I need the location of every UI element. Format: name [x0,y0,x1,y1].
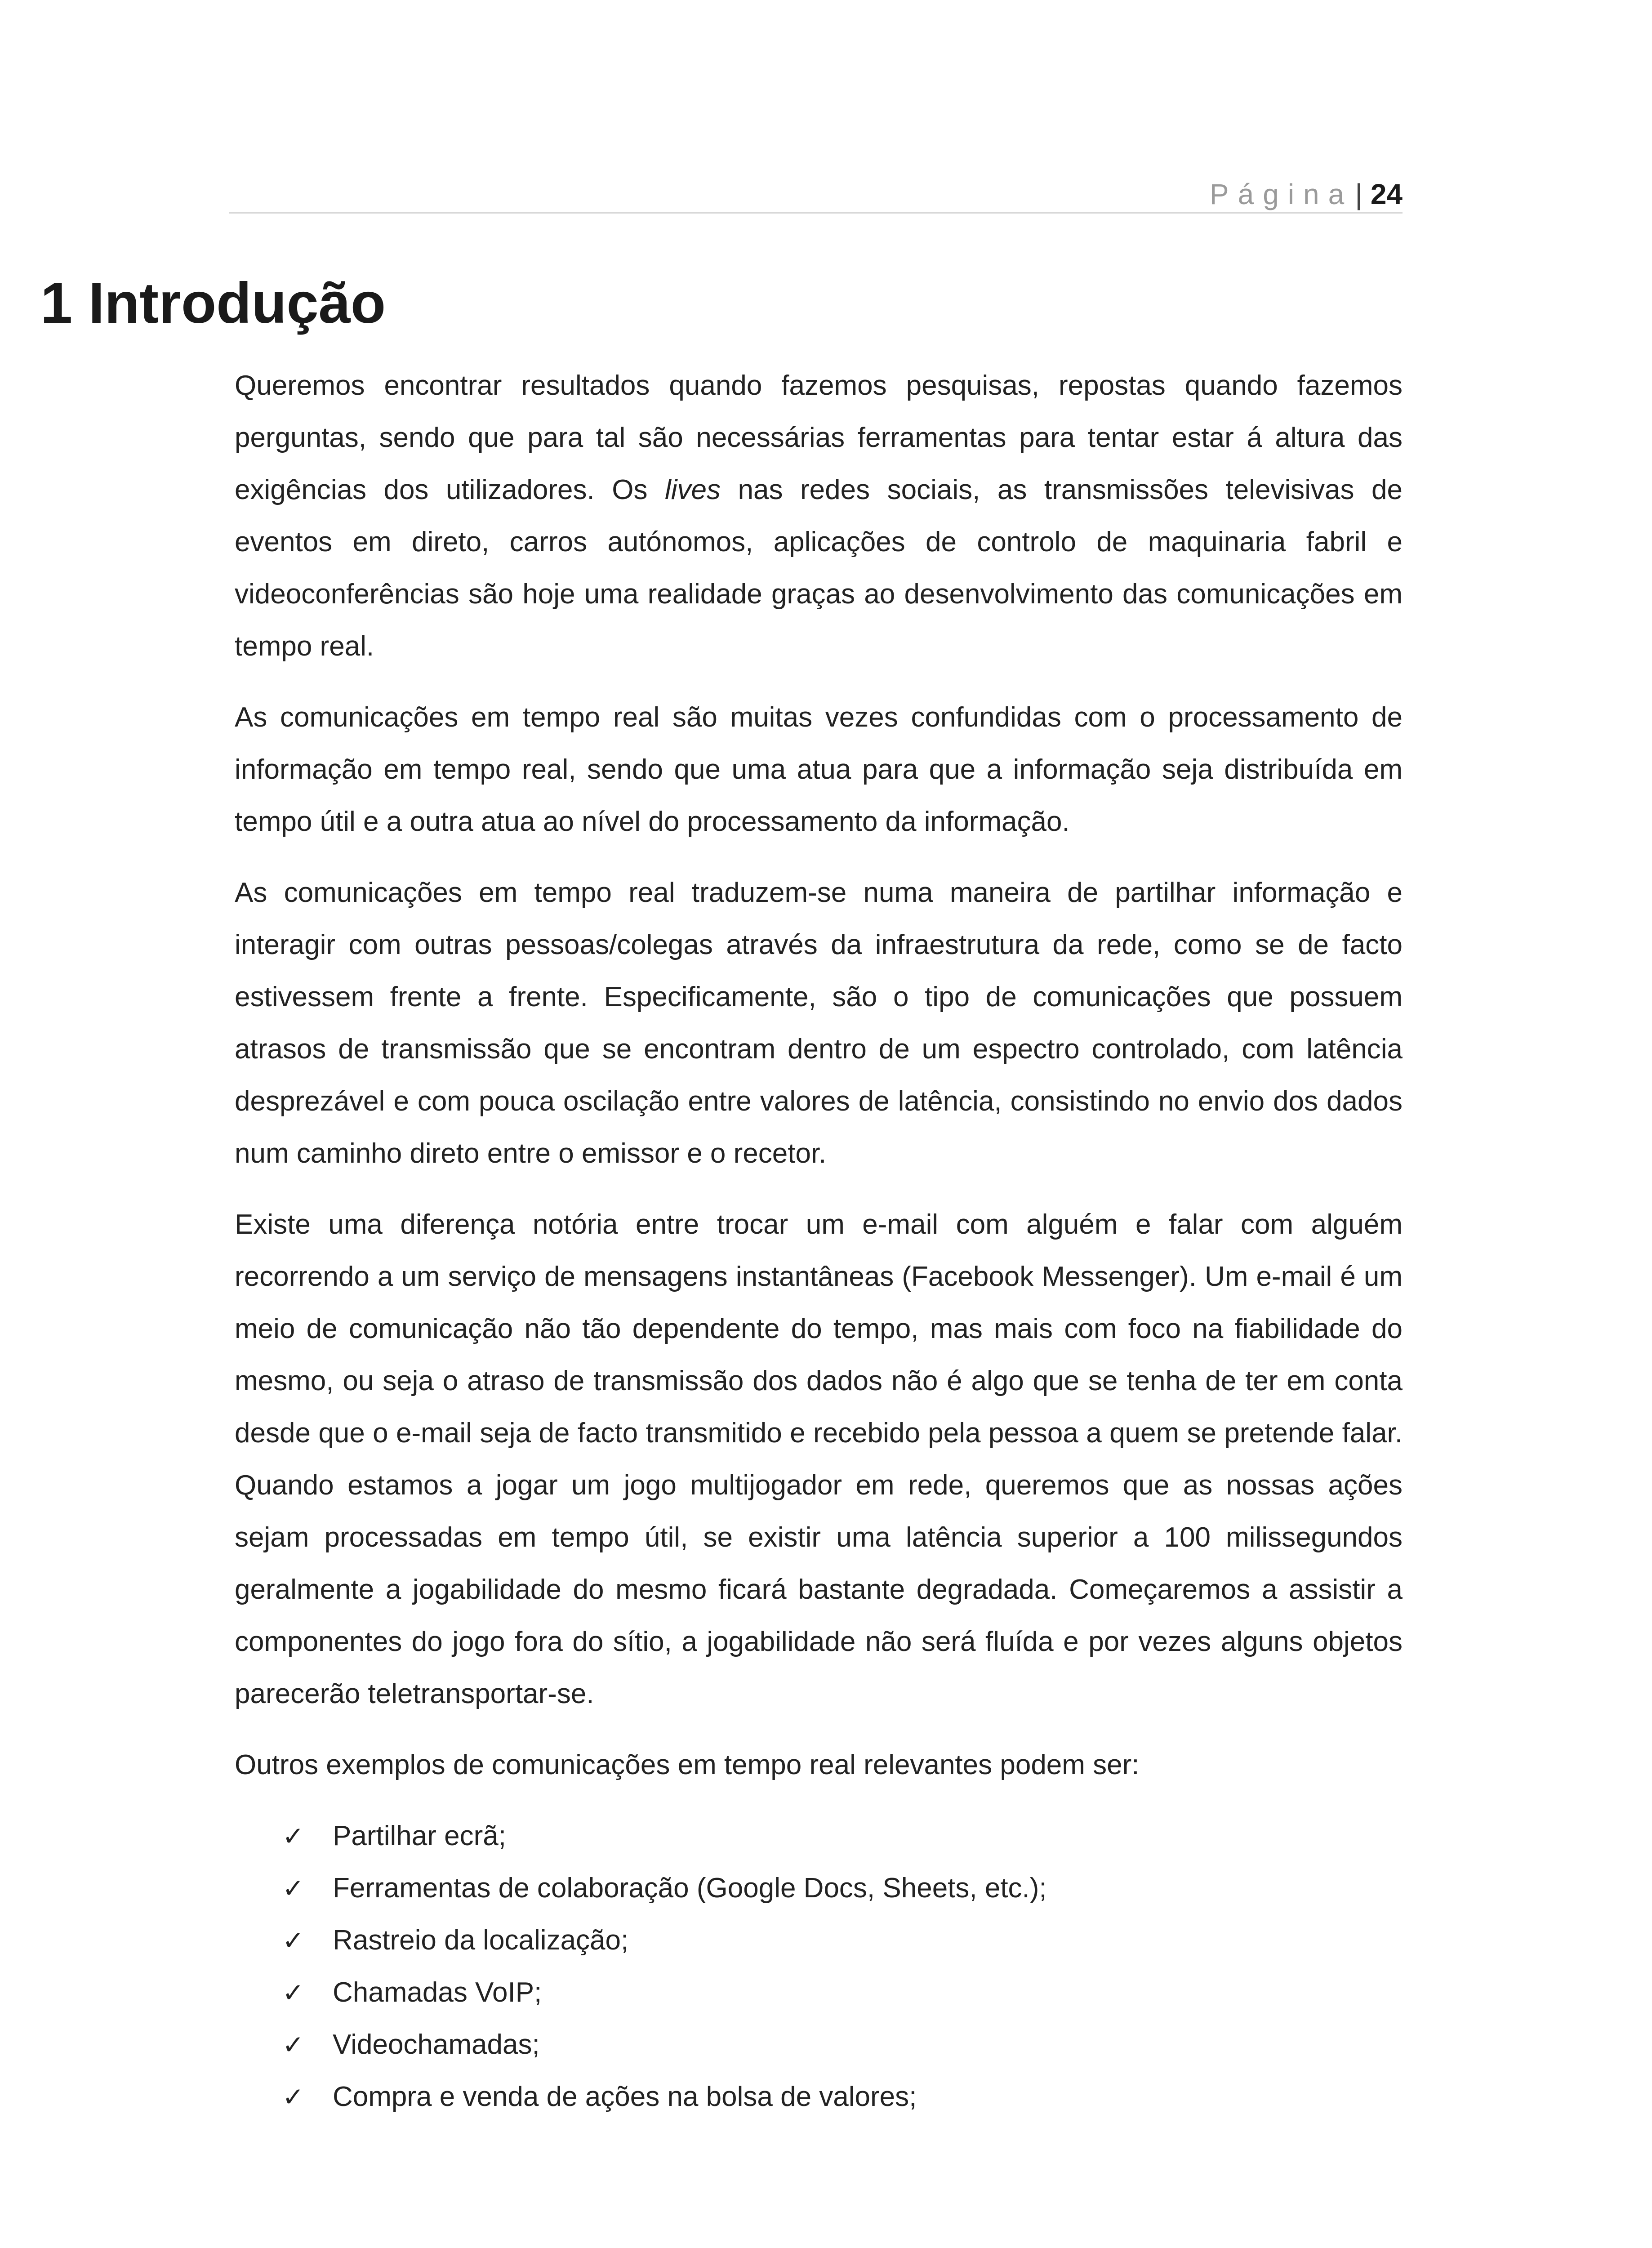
page-separator: | [1355,178,1363,210]
list-item [235,1810,1403,1862]
list-item-text: Partilhar ecrã; [333,1820,506,1851]
check-icon: ✓ [282,1925,304,1956]
list-item-text: Ferramentas de colaboração (Google Docs, Sheets, etc.); [333,1873,1047,1904]
page-header [229,176,1403,214]
check-icon: ✓ [282,1977,304,2008]
page-word: Página [1209,178,1354,210]
list-item [235,1914,1403,1967]
list-item [235,2019,1403,2071]
check-icon: ✓ [282,2082,304,2112]
paragraph-1-text-end: nas redes sociais, as transmissões televisivas de eventos em direto, carros autónomos, aplicações de controlo de maquinaria fabril e videoconferências são hoje uma realidade graças ao desenvolvimento das comunicações em tempo real. [235,474,1403,662]
paragraph-1-italic-term: lives [665,474,721,505]
page-number-label [1210,176,1403,212]
examples-list [235,1810,1403,2123]
check-icon: ✓ [282,2029,304,2060]
check-icon: ✓ [282,1821,304,1851]
list-item [235,1967,1403,2019]
page-number: 24 [1370,178,1403,210]
paragraph-2: As comunicações em tempo real são muitas vezes confundidas com o processamento de informação em tempo real, sendo que uma atua para que a informação seja distribuída em tempo útil e a outra atua ao nível do processamento da informação. [235,702,1403,837]
body-text [235,360,1403,2123]
chapter-title: 1 Introdução [40,271,386,335]
list-item [235,2071,1403,2123]
paragraph-5: Outros exemplos de comunicações em tempo real relevantes podem ser: [235,1749,1140,1780]
list-item-text: Compra e venda de ações na bolsa de valores; [333,2081,917,2112]
check-icon: ✓ [282,1873,304,1904]
paragraph-1 [235,360,1403,673]
list-item [235,1862,1403,1914]
paragraph-4: Existe uma diferença notória entre trocar um e-mail com alguém e falar com alguém recorrendo a um serviço de mensagens instantâneas (Facebook Messenger). Um e-mail é um meio de comunicação não tão dependente do tempo, mas mais com foco na fiabilidade do mesmo, ou seja o atraso de transmissão dos dados não é algo que se tenha de ter em conta desde que o e-mail seja de facto transmitido e recebido pela pessoa a quem se pretende falar. Quando estamos a jogar um jogo multijogador em rede, queremos que as nossas ações sejam processadas em tempo útil, se existir uma latência superior a 100 milissegundos geralmente a jogabilidade do mesmo ficará bastante degradada. Começaremos a assistir a componentes do jogo fora do sítio, a jogabilidade não será fluída e por vezes alguns objetos parecerão teletransportar-se. [235,1209,1403,1709]
list-item-text: Chamadas VoIP; [333,1977,542,2008]
list-item-text: Rastreio da localização; [333,1925,629,1956]
paragraph-3: As comunicações em tempo real traduzem-se numa maneira de partilhar informação e interagir com outras pessoas/colegas através da infraestrutura da rede, como se de facto estivessem frente a frente. Especificamente, são o tipo de comunicações que possuem atrasos de transmissão que se encontram dentro de um espectro controlado, com latência desprezável e com pouca oscilação entre valores de latência, consistindo no envio dos dados num caminho direto entre o emissor e o recetor. [235,877,1403,1169]
paragraph-1-text-start: Queremos encontrar resultados quando fazemos pesquisas, repostas quando fazemos perguntas, sendo que para tal são necessárias ferramentas para tentar estar á altura das exigências dos utilizadores. Os [235,370,1403,505]
list-item-text: Videochamadas; [333,2029,540,2060]
